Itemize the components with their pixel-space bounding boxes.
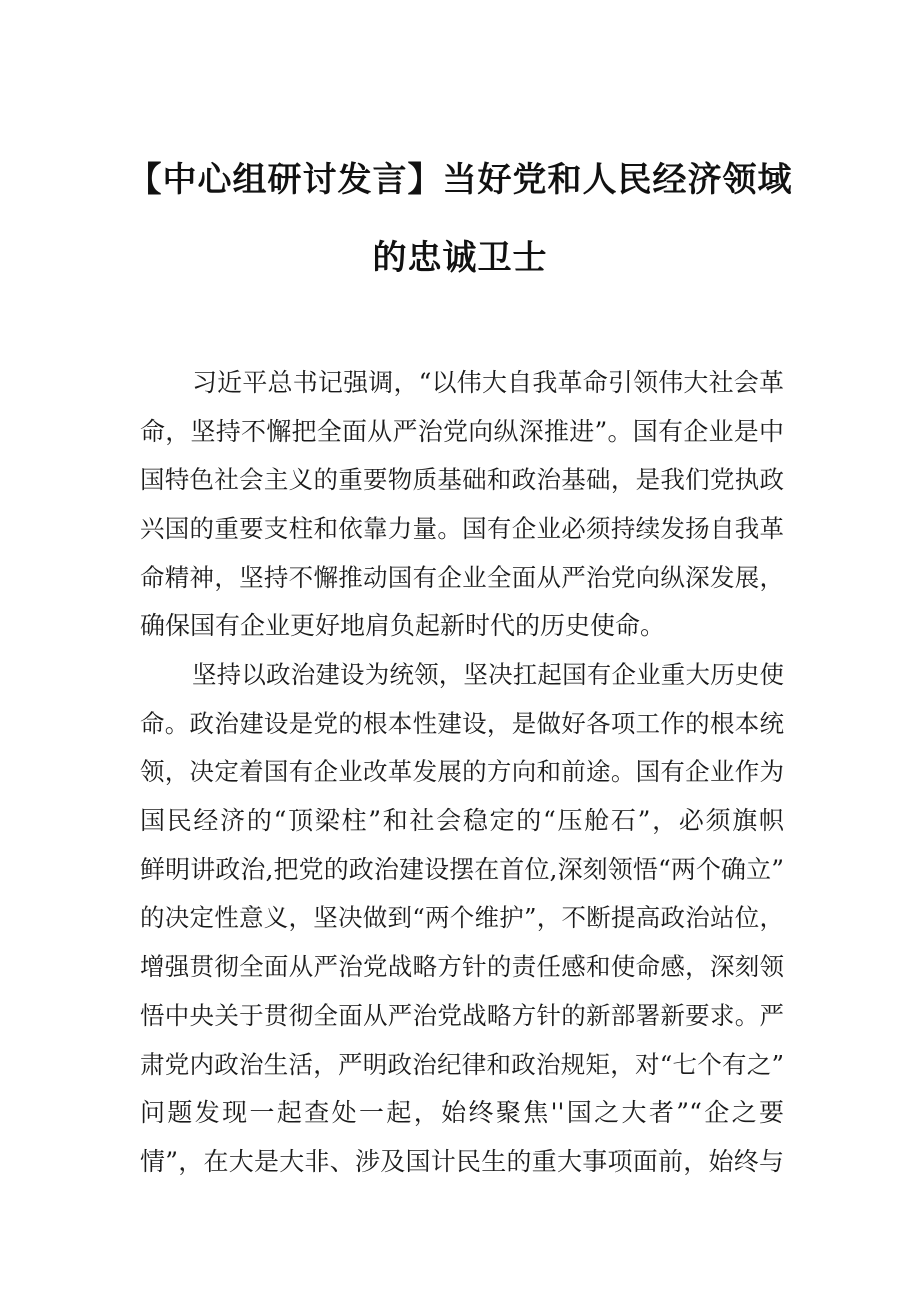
document-title-line-2: 的忠诚卫士 — [372, 238, 548, 278]
paragraph-line: 国民经济的“顶梁柱”和社会稳定的“压舱石”，必须旗帜 — [140, 806, 784, 836]
paragraph-line: 领，决定着国有企业改革发展的方向和前途。国有企业作为 — [140, 757, 784, 787]
paragraph-line: 兴国的重要支柱和依靠力量。国有企业必须持续发扬自我革 — [140, 514, 784, 544]
paragraph-2 — [140, 651, 784, 1187]
document-title-line-1: 【中心组研讨发言】当好党和人民经济领域 — [127, 160, 793, 200]
paragraph-line: 增强贯彻全面从严治党战略方针的责任感和使命感，深刻领 — [140, 952, 784, 982]
paragraph-1 — [140, 359, 784, 651]
paragraph-line: 命精神，坚持不懈推动国有企业全面从严治党向纵深发展， — [140, 562, 784, 592]
paragraph-line: 肃党内政治生活，严明政治纪律和政治规矩，对“七个有之” — [140, 1049, 784, 1079]
paragraph-line: 命。政治建设是党的根本性建设，是做好各项工作的根本统 — [140, 708, 784, 738]
paragraph-line: 情”，在大是大非、涉及国计民生的重大事项面前，始终与 — [140, 1146, 784, 1176]
paragraph-line: 悟中央关于贯彻全面从严治党战略方针的新部署新要求。严 — [140, 1000, 784, 1030]
paragraph-line: 问题发现一起查处一起，始终聚焦''国之大者”“企之要 — [140, 1098, 784, 1128]
paragraph-line: 确保国有企业更好地肩负起新时代的历史使命。 — [140, 611, 666, 641]
paragraph-line: 的决定性意义，坚决做到“两个维护”，不断提高政治站位， — [140, 903, 784, 933]
paragraph-line: 坚持以政治建设为统领，坚决扛起国有企业重大历史使 — [192, 660, 784, 689]
paragraph-line: 鲜明讲政治,把党的政治建设摆在首位,深刻领悟“两个确立” — [140, 854, 784, 884]
paragraph-line: 命，坚持不懈把全面从严治党向纵深推进”。国有企业是中 — [140, 416, 784, 446]
paragraph-line: 习近平总书记强调，“以伟大自我革命引领伟大社会革 — [192, 368, 784, 397]
paragraph-line: 国特色社会主义的重要物质基础和政治基础，是我们党执政 — [140, 465, 784, 495]
